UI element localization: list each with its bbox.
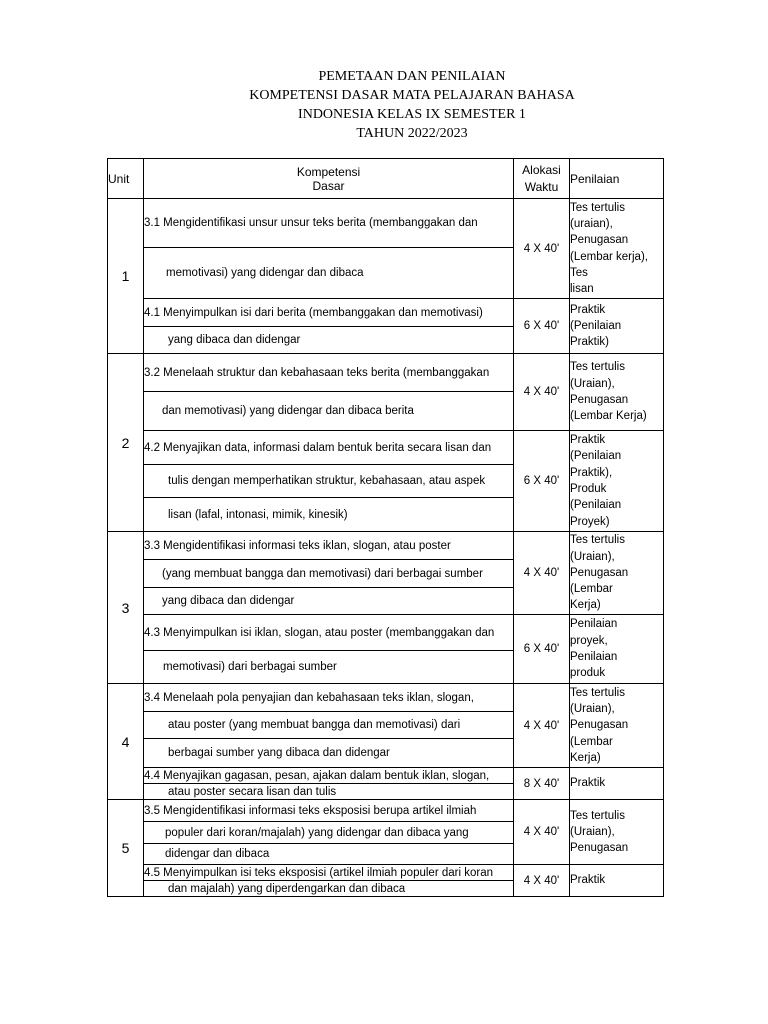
alokasi-waktu-value: 4 X 40' <box>514 354 570 431</box>
penilaian-line: (Penilaian <box>570 450 622 463</box>
alokasi-waktu-value: 6 X 40' <box>514 615 570 684</box>
document-title-line: PEMETAAN DAN PENILAIAN <box>318 69 506 84</box>
penilaian-line: Praktik <box>570 874 606 887</box>
penilaian-line: Praktik), <box>570 466 613 479</box>
penilaian-line: Penugasan <box>570 234 629 247</box>
unit-number: 4 <box>108 684 144 800</box>
kompetensi-dasar-line: yang dibaca dan didengar <box>144 588 514 615</box>
assessment-mapping-table <box>107 158 664 897</box>
penilaian-cell <box>570 800 664 865</box>
header-alokasi-waktu-line: Alokasi <box>522 162 561 177</box>
penilaian-line: Tes tertulis <box>570 686 625 699</box>
penilaian-line: Praktik <box>570 303 606 316</box>
table-row <box>108 865 664 881</box>
penilaian-line: (Lembar Kerja) <box>570 410 647 423</box>
kompetensi-dasar-line: 3.3 Mengidentifikasi informasi teks iklan, slogan, atau poster <box>144 532 514 560</box>
penilaian-line: produk <box>570 667 606 680</box>
penilaian-line: Tes tertulis <box>570 201 625 214</box>
kompetensi-dasar-line: atau poster (yang membuat bangga dan memotivasi) dari <box>144 712 514 739</box>
unit-number: 3 <box>108 532 144 684</box>
alokasi-waktu-value: 4 X 40' <box>514 199 570 299</box>
header-kompetensi-dasar <box>144 159 514 199</box>
penilaian-line: Penugasan <box>570 719 629 732</box>
kompetensi-dasar-line: didengar dan dibaca <box>144 844 514 865</box>
penilaian-line: Kerja) <box>570 599 601 612</box>
kompetensi-dasar-line: populer dari koran/majalah) yang didengar dan dibaca yang <box>144 822 514 844</box>
penilaian-line: (Uraian), <box>570 703 615 716</box>
kompetensi-dasar-line: lisan (lafal, intonasi, mimik, kinesik) <box>144 498 514 532</box>
penilaian-line: Praktik) <box>570 336 609 349</box>
kompetensi-dasar-line: yang dibaca dan didengar <box>144 327 514 354</box>
alokasi-waktu-value: 4 X 40' <box>514 684 570 768</box>
header-penilaian: Penilaian <box>570 159 664 199</box>
kompetensi-dasar-line: 4.4 Menyajikan gagasan, pesan, ajakan dalam bentuk iklan, slogan, <box>144 768 514 784</box>
table-row <box>108 199 664 248</box>
kompetensi-dasar-line: 4.2 Menyajikan data, informasi dalam bentuk berita secara lisan dan <box>144 431 514 465</box>
penilaian-line: Tes <box>570 266 588 279</box>
penilaian-line: Produk <box>570 483 607 495</box>
kompetensi-dasar-line: memotivasi) dari berbagai sumber <box>144 651 514 684</box>
kompetensi-dasar-line: 3.5 Mengidentifikasi informasi teks eksposisi berupa artikel ilmiah <box>144 800 514 822</box>
kompetensi-dasar-line: 3.2 Menelaah struktur dan kebahasaan teks berita (membanggakan <box>144 354 514 392</box>
penilaian-cell <box>570 199 664 299</box>
penilaian-cell <box>570 768 664 800</box>
alokasi-waktu-value: 6 X 40' <box>514 431 570 532</box>
kompetensi-dasar-line: 4.5 Menyimpulkan isi teks eksposisi (artikel ilmiah populer dari koran <box>144 865 514 881</box>
header-alokasi-waktu-line: Waktu <box>524 179 559 194</box>
alokasi-waktu-value: 6 X 40' <box>514 299 570 354</box>
penilaian-line: Praktik <box>570 777 606 790</box>
table-row <box>108 615 664 651</box>
kompetensi-dasar-line: 4.1 Menyimpulkan isi dari berita (membanggakan dan memotivasi) <box>144 299 514 327</box>
penilaian-line: (Lembar <box>570 583 613 596</box>
kompetensi-dasar-line: 3.4 Menelaah pola penyajian dan kebahasaan teks iklan, slogan, <box>144 684 514 712</box>
kompetensi-dasar-line: tulis dengan memperhatikan struktur, kebahasaan, atau aspek <box>144 465 514 498</box>
penilaian-line: (uraian), <box>570 217 613 230</box>
table-row <box>108 800 664 822</box>
penilaian-cell <box>570 615 664 684</box>
penilaian-line: (Penilaian <box>570 499 622 512</box>
penilaian-line: (Uraian), <box>570 550 615 563</box>
penilaian-line: Proyek) <box>570 515 610 528</box>
penilaian-cell <box>570 354 664 431</box>
header-kompetensi-dasar-line: Kompetensi <box>296 164 361 179</box>
unit-number: 2 <box>108 354 144 532</box>
kompetensi-dasar-line: atau poster secara lisan dan tulis <box>144 784 514 800</box>
table-row <box>108 684 664 712</box>
alokasi-waktu-value: 8 X 40' <box>514 768 570 800</box>
table-row <box>108 299 664 327</box>
penilaian-line: (Penilaian <box>570 319 622 332</box>
kompetensi-dasar-line: 4.3 Menyimpulkan isi iklan, slogan, atau poster (membanggakan dan <box>144 615 514 651</box>
penilaian-line: Penugasan <box>570 394 629 406</box>
penilaian-line: Penilaian <box>570 651 618 663</box>
table-header-row <box>108 159 664 199</box>
penilaian-line: (Uraian), <box>570 377 615 390</box>
penilaian-line: Tes tertulis <box>570 809 625 822</box>
penilaian-cell <box>570 865 664 897</box>
unit-number: 5 <box>108 800 144 897</box>
alokasi-waktu-value: 4 X 40' <box>514 532 570 615</box>
header-alokasi-waktu <box>514 159 570 199</box>
document-title-line: INDONESIA KELAS IX SEMESTER 1 <box>298 107 526 122</box>
penilaian-line: Tes tertulis <box>570 361 625 374</box>
document-title <box>212 67 612 143</box>
alokasi-waktu-value: 4 X 40' <box>514 865 570 897</box>
penilaian-line: Kerja) <box>570 751 601 764</box>
document-title-line: TAHUN 2022/2023 <box>356 126 468 141</box>
unit-number: 1 <box>108 199 144 354</box>
penilaian-line: (Lembar kerja), <box>570 250 648 263</box>
penilaian-line: Penilaian <box>570 618 618 631</box>
penilaian-line: (Uraian), <box>570 825 615 838</box>
penilaian-cell <box>570 684 664 768</box>
kompetensi-dasar-line: memotivasi) yang didengar dan dibaca <box>144 248 514 299</box>
table-row <box>108 431 664 465</box>
kompetensi-dasar-line: dan majalah) yang diperdengarkan dan dibaca <box>144 881 514 897</box>
kompetensi-dasar-line: 3.1 Mengidentifikasi unsur unsur teks berita (membanggakan dan <box>144 199 514 248</box>
kompetensi-dasar-line: berbagai sumber yang dibaca dan didengar <box>144 739 514 768</box>
penilaian-line: lisan <box>570 283 594 296</box>
penilaian-line: Penugasan <box>570 842 629 855</box>
penilaian-line: Penugasan <box>570 566 629 579</box>
table-row <box>108 354 664 392</box>
table-row <box>108 768 664 784</box>
document-title-line: KOMPETENSI DASAR MATA PELAJARAN BAHASA <box>249 88 575 103</box>
penilaian-cell <box>570 431 664 532</box>
penilaian-cell <box>570 532 664 615</box>
kompetensi-dasar-line: dan memotivasi) yang didengar dan dibaca berita <box>144 392 514 431</box>
penilaian-line: proyek, <box>570 634 608 647</box>
kompetensi-dasar-line: (yang membuat bangga dan memotivasi) dari berbagai sumber <box>144 560 514 588</box>
header-kompetensi-dasar-line: Dasar <box>312 178 345 193</box>
header-unit: Unit <box>108 159 144 199</box>
table-row <box>108 532 664 560</box>
penilaian-line: Tes tertulis <box>570 534 625 547</box>
alokasi-waktu-value: 4 X 40' <box>514 800 570 865</box>
penilaian-cell <box>570 299 664 354</box>
penilaian-line: Praktik <box>570 434 606 447</box>
penilaian-line: (Lembar <box>570 735 613 748</box>
